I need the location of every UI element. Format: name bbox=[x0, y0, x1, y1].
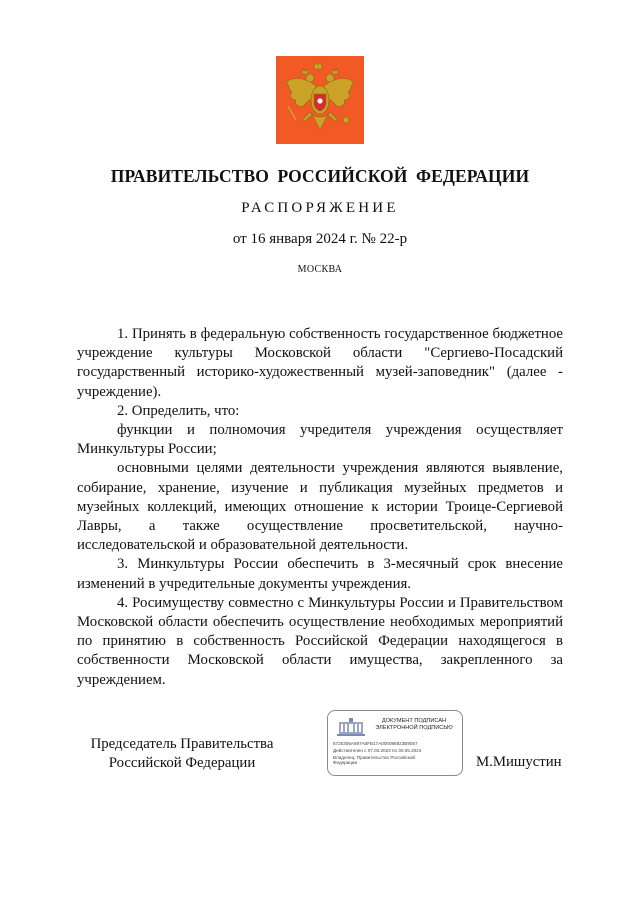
paragraph-5: 3. Минкультуры России обеспечить в 3-месячный срок внесение изменений в учредительные документы учреждения. bbox=[77, 556, 563, 592]
double-headed-eagle-icon bbox=[276, 56, 364, 144]
electronic-signature-stamp bbox=[327, 710, 463, 776]
signatory-name: М.Мишустин bbox=[476, 754, 562, 770]
e-signature-heading-line-2: ЭЛЕКТРОННОЙ ПОДПИСЬЮ bbox=[375, 725, 453, 731]
e-signature-owner-line-1: Владелец: Правительство Российской bbox=[333, 754, 415, 760]
document-type: РАСПОРЯЖЕНИЕ bbox=[241, 200, 399, 216]
paragraph-1: 1. Принять в федеральную собственность государственное бюджетное учреждение культуры Московской области "Сергиево-Посадский государственный историко-художественный музей-заповедник" (далее - учреждение). bbox=[77, 326, 563, 400]
document-body bbox=[77, 325, 563, 690]
e-signature-validity: Действителен с 07.03.2023 по 30.05.2024 bbox=[333, 748, 422, 753]
e-signature-heading bbox=[370, 718, 458, 732]
signatory-position-line-1: Председатель Правительства bbox=[90, 736, 274, 752]
state-emblem bbox=[276, 56, 364, 144]
government-building-icon bbox=[336, 717, 366, 737]
paragraph-4: основными целями деятельности учреждения являются выявление, собирание, хранение, изучение и публикация музейных предметов и музейных коллекций, имеющих отношение к истории Троице-Сергиевой Лавры, а также осуществление просветительской, научно-исследовательской и образовательной деятельности. bbox=[77, 460, 563, 554]
e-signature-certificate: 5725305A697A0FB17A000086823B9057 bbox=[333, 741, 418, 746]
e-signature-owner-line-2: Федерации bbox=[333, 760, 358, 766]
signatory-position bbox=[77, 735, 287, 773]
signatory-position-line-2: Российской Федерации bbox=[108, 755, 256, 771]
document-city: МОСКВА bbox=[297, 264, 343, 275]
document-date-number: от 16 января 2024 г. № 22-р bbox=[232, 231, 408, 247]
government-title: ПРАВИТЕЛЬСТВО РОССИЙСКОЙ ФЕДЕРАЦИИ bbox=[110, 166, 530, 186]
paragraph-3: функции и полномочия учредителя учреждения осуществляет Минкультуры России; bbox=[77, 422, 563, 458]
e-signature-owner bbox=[333, 755, 453, 766]
paragraph-2: 2. Определить, что: bbox=[117, 402, 240, 419]
e-signature-heading-line-1: ДОКУМЕНТ ПОДПИСАН bbox=[381, 718, 447, 724]
paragraph-6: 4. Росимуществу совместно с Минкультуры России и Правительством Московской области обеспечить осуществление необходимых мероприятий по принятию в собственность Российской Федерации находящегося в собственности Московской области имущества, закрепленного за учреждением. bbox=[77, 594, 563, 688]
